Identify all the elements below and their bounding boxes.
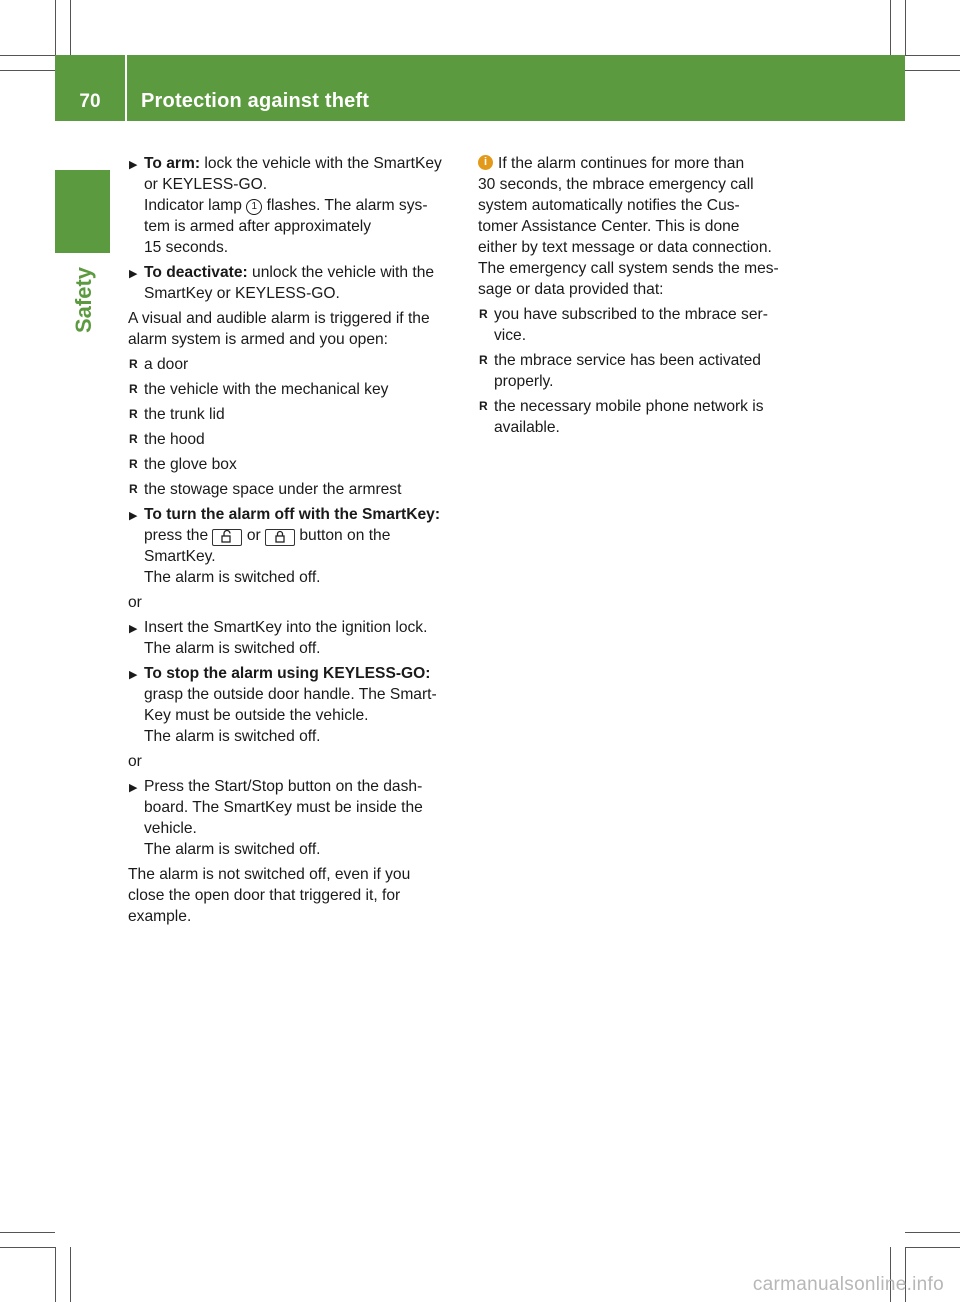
info-icon: i — [478, 155, 493, 170]
list-item: R a door — [129, 356, 189, 373]
list-item: R the vehicle with the mechanical key — [129, 381, 389, 398]
crop-mark — [905, 0, 906, 55]
crop-mark — [70, 0, 71, 55]
keyless-off-step: ▶ To stop the alarm using KEYLESS-GO: grasp the outside door handle. The Smart- Key must be outside the vehicle. The alarm is switched off. — [129, 665, 437, 745]
smartkey-off-step: ▶ To turn the alarm off with the SmartKey: press the or button on the SmartKey. The alarm is switched off. — [129, 506, 441, 586]
crop-mark — [0, 70, 55, 71]
info-note: i If the alarm continues for more than — [478, 153, 818, 174]
section-title: Protection against theft — [141, 90, 370, 112]
bullet-icon: R — [479, 353, 488, 367]
arm-step: ▶ To arm: lock the vehicle with the SmartKey or KEYLESS-GO. Indicator lamp 1 flashes. The alarm sys- tem is armed after approximately 15 seconds. — [129, 155, 442, 256]
or-separator: or — [128, 594, 142, 611]
crop-mark — [0, 55, 55, 56]
crop-mark — [890, 0, 891, 55]
indicator-lamp-marker: 1 — [246, 199, 262, 215]
bullet-icon: R — [129, 357, 138, 371]
list-item: R the mbrace service has been activated properly. — [479, 352, 761, 390]
step-arrow-icon: ▶ — [129, 159, 138, 171]
ignition-step: ▶ Insert the SmartKey into the ignition lock. The alarm is switched off. — [129, 619, 428, 657]
step-arrow-icon: ▶ — [129, 510, 138, 522]
list-item: R the glove box — [129, 456, 237, 473]
list-item: R the trunk lid — [129, 406, 225, 423]
list-item: R the necessary mobile phone network is available. — [479, 398, 764, 436]
crop-mark — [55, 0, 56, 55]
unlock-key-icon — [212, 529, 242, 546]
crop-mark — [70, 1247, 71, 1302]
watermark: carmanualsonline.info — [752, 1274, 944, 1295]
crop-mark — [0, 1232, 55, 1233]
crop-mark — [905, 55, 960, 56]
right-column — [478, 153, 818, 442]
deactivate-step: ▶ To deactivate: unlock the vehicle with the SmartKey or KEYLESS-GO. — [129, 264, 435, 302]
crop-mark — [55, 1247, 56, 1302]
trigger-intro: A visual and audible alarm is triggered if the alarm system is armed and you open: — [128, 310, 430, 348]
bullet-icon: R — [129, 382, 138, 396]
bullet-icon: R — [129, 482, 138, 496]
list-item: R the stowage space under the armrest — [129, 481, 402, 498]
page-number: 70 — [79, 91, 101, 112]
or-separator: or — [128, 753, 142, 770]
crop-mark — [905, 1232, 960, 1233]
crop-mark — [905, 1247, 960, 1248]
bullet-icon: R — [129, 432, 138, 446]
header-divider — [125, 55, 127, 121]
note-paragraph: The alarm is not switched off, even if you close the open door that triggered it, for example. — [128, 866, 411, 925]
chapter-label: Safety — [71, 266, 96, 334]
bullet-icon: R — [479, 307, 488, 321]
list-item: R you have subscribed to the mbrace ser- vice. — [479, 306, 768, 344]
list-item: R the hood — [129, 431, 205, 448]
left-column — [128, 153, 463, 931]
lock-key-icon — [265, 529, 295, 546]
crop-mark — [0, 1247, 55, 1248]
step-arrow-icon: ▶ — [129, 669, 138, 681]
bullet-icon: R — [479, 399, 488, 413]
startstop-step: ▶ Press the Start/Stop button on the dash- board. The SmartKey must be inside the vehicle. The alarm is switched off. — [129, 778, 423, 858]
step-arrow-icon: ▶ — [129, 782, 138, 794]
crop-mark — [905, 70, 960, 71]
chapter-tab-marker — [55, 170, 110, 253]
step-arrow-icon: ▶ — [129, 268, 138, 280]
bullet-icon: R — [129, 407, 138, 421]
bullet-icon: R — [129, 457, 138, 471]
info-note-body: 30 seconds, the mbrace emergency call system automatically notifies the Cus- tomer Assistance Center. This is done either by text message or data connection. The emergency call system sends the mes- sage or data provided that: — [478, 176, 779, 298]
step-arrow-icon: ▶ — [129, 623, 138, 635]
